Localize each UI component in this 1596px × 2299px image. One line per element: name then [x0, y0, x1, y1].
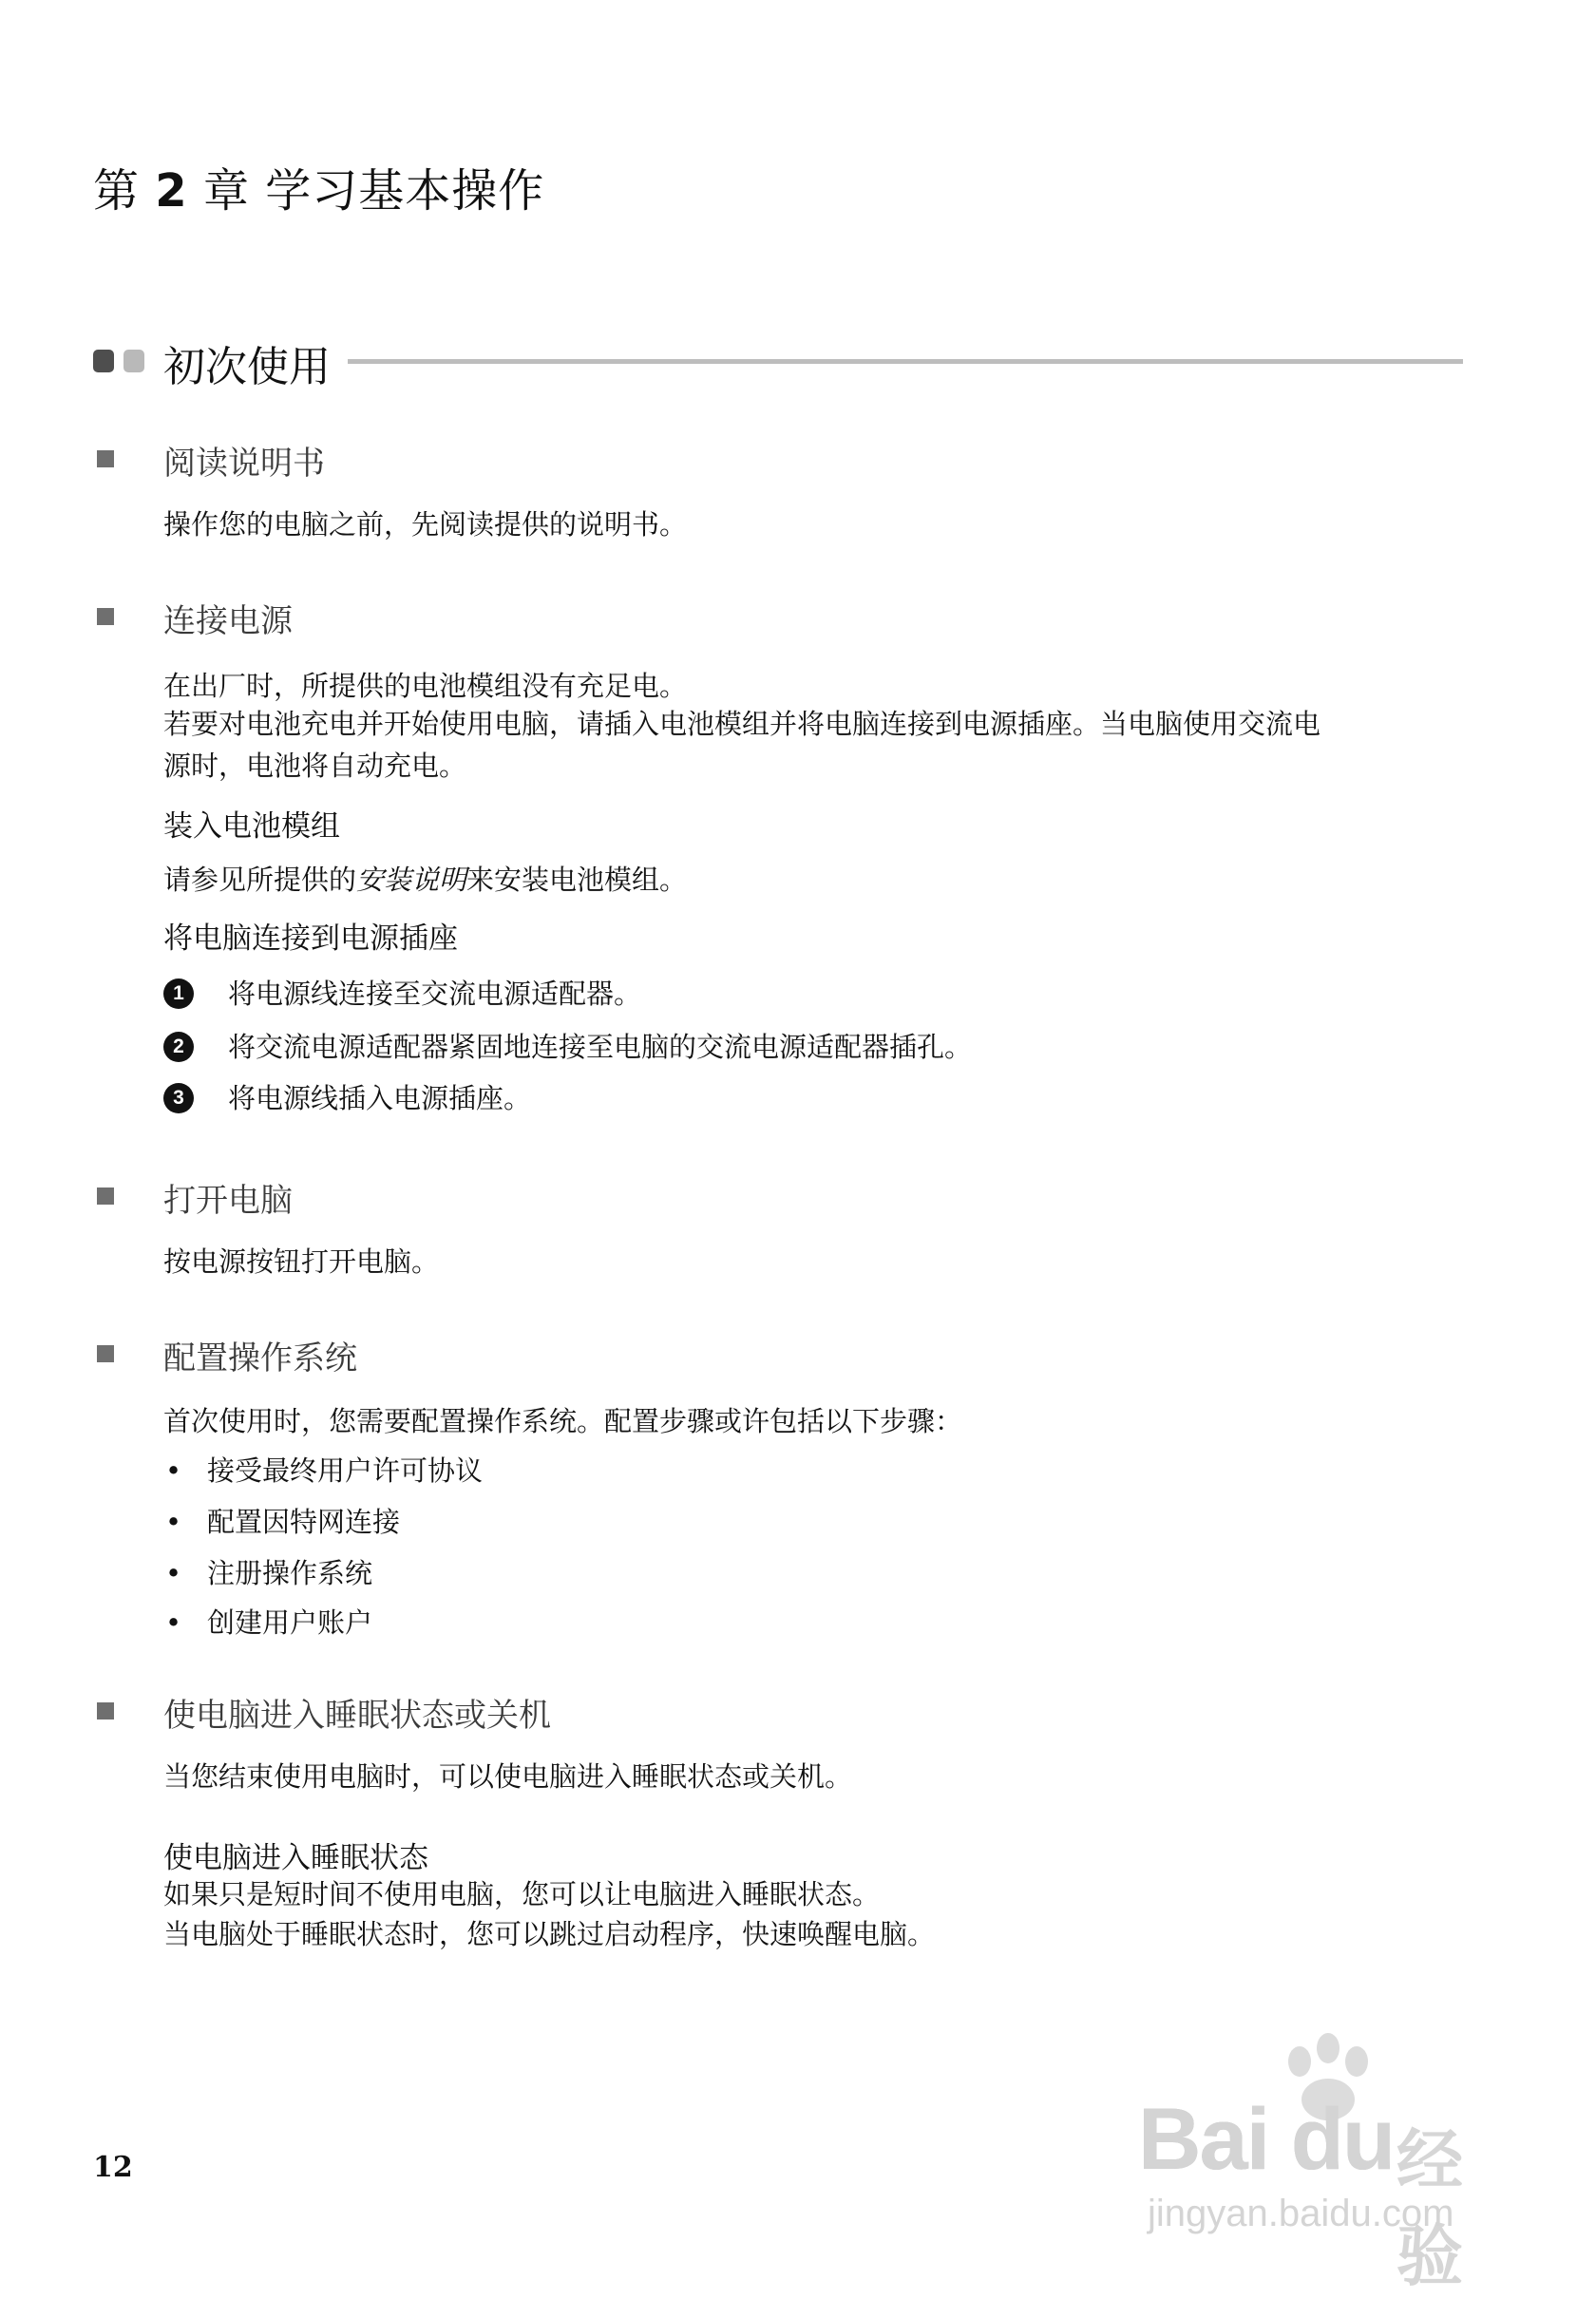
install-battery-text [163, 859, 687, 901]
chapter-title [93, 154, 544, 219]
sleep-mode-line-1: 如果只是短时间不使用电脑，您可以让电脑进入睡眠状态。 [163, 1878, 881, 1910]
list-item-text: 创建用户账户 [207, 1606, 373, 1639]
watermark-url: jingyan.baidu.com [1148, 2193, 1454, 2234]
chapter-prefix: 第 [93, 164, 141, 218]
chapter-suffix: 章 学习基本操作 [202, 164, 545, 218]
heading-square-icon [97, 1702, 114, 1720]
watermark-label: 经验 [1396, 2121, 1463, 2295]
step-number-icon: 3 [163, 1083, 194, 1113]
heading-connect-outlet: 将电脑连接到电源插座 [163, 922, 458, 956]
heading-power: 连接电源 [163, 602, 293, 640]
step-number-icon: 2 [163, 1032, 194, 1062]
step-text: 将电源线插入电源插座。 [228, 1082, 532, 1114]
bullet-icon: • [165, 1454, 182, 1487]
turn-on-text: 按电源按钮打开电脑。 [163, 1245, 440, 1278]
heading-square-icon [97, 1345, 114, 1362]
section-marker-dark [93, 350, 114, 372]
section-rule [348, 359, 1463, 364]
heading-square-icon [97, 1188, 114, 1205]
bullet-icon: • [165, 1506, 182, 1538]
bullet-icon: • [165, 1557, 182, 1589]
list-item-text: 配置因特网连接 [207, 1506, 401, 1538]
list-item-text: 接受最终用户许可协议 [207, 1454, 484, 1487]
heading-install-battery: 装入电池模组 [163, 809, 340, 844]
read-manual-text: 操作您的电脑之前，先阅读提供的说明书。 [163, 508, 688, 541]
step-text: 将交流电源适配器紧固地连接至电脑的交流电源适配器插孔。 [228, 1031, 973, 1063]
bullet-icon: • [165, 1606, 182, 1639]
heading-configure-os: 配置操作系统 [163, 1340, 357, 1378]
configure-os-text: 首次使用时，您需要配置操作系统。配置步骤或许包括以下步骤： [163, 1405, 963, 1437]
step-text: 将电源线连接至交流电源适配器。 [228, 978, 642, 1010]
sleep-shutdown-text: 当您结束使用电脑时，可以使电脑进入睡眠状态或关机。 [163, 1760, 853, 1793]
heading-turn-on: 打开电脑 [163, 1182, 293, 1220]
heading-read-manual: 阅读说明书 [163, 445, 325, 483]
section-header [93, 331, 1463, 391]
heading-square-icon [97, 450, 114, 467]
sleep-mode-line-2: 当电脑处于睡眠状态时，您可以跳过启动程序，快速唤醒电脑。 [163, 1918, 936, 1950]
install-guide-reference: 安装说明 [356, 864, 467, 896]
list-item-text: 注册操作系统 [207, 1557, 373, 1589]
step-number-icon: 1 [163, 978, 194, 1009]
power-line-2: 若要对电池充电并开始使用电脑，请插入电池模组并将电脑连接到电源插座。当电脑使用交流电 [163, 708, 1321, 740]
section-title: 初次使用 [163, 343, 331, 391]
power-line-1: 在出厂时，所提供的电池模组没有充足电。 [163, 670, 688, 702]
power-line-3: 源时，电池将自动充电。 [163, 750, 467, 782]
watermark-brand: Bai du [1138, 2091, 1395, 2188]
heading-square-icon [97, 608, 114, 625]
heading-sleep-shutdown: 使电脑进入睡眠状态或关机 [163, 1697, 551, 1735]
baidu-jingyan-watermark [1138, 2033, 1518, 2295]
chapter-number: 2 [155, 164, 188, 218]
page-number: 12 [93, 2151, 133, 2184]
install-battery-text-before: 请参见所提供的 [163, 864, 357, 896]
section-marker-light [124, 350, 144, 372]
install-battery-text-after: 来安装电池模组。 [466, 864, 688, 896]
heading-sleep-mode: 使电脑进入睡眠状态 [163, 1841, 428, 1875]
